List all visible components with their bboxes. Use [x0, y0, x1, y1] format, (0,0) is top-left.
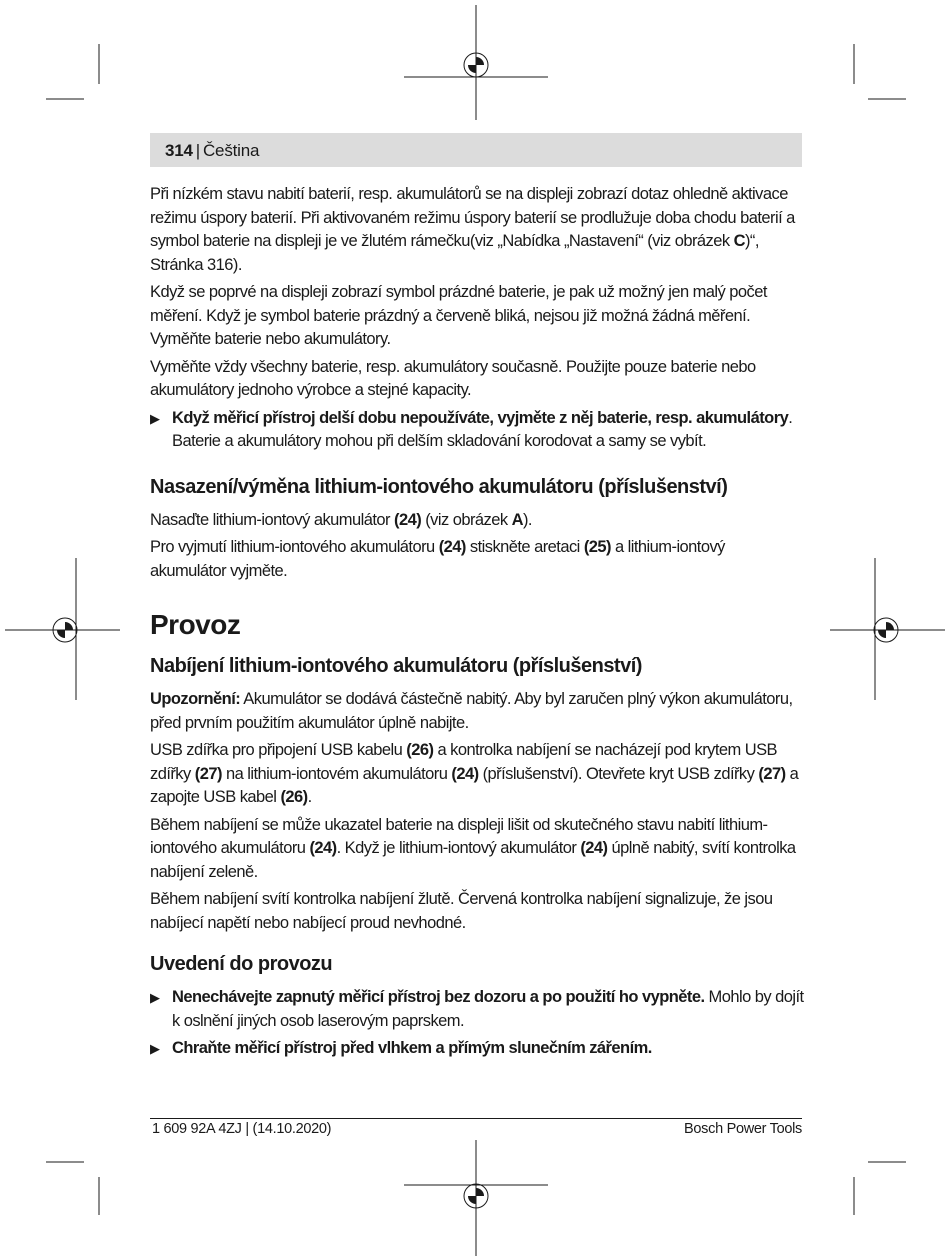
bullet-bold: Když měřicí přístroj delší dobu nepoužíváte, vyjměte z něj baterie, resp. akumulátory: [172, 408, 789, 427]
bullet-bold: Chraňte měřicí přístroj před vlhkem a přímým slunečním zářením.: [172, 1039, 652, 1057]
paragraph-remove: [150, 536, 805, 583]
text: USB zdířka pro připojení USB kabelu: [150, 741, 407, 759]
figure-ref: C: [733, 232, 745, 250]
ref: (24): [309, 839, 337, 857]
paragraph-charging-led: Během nabíjení svítí kontrolka nabíjení žlutě. Červená kontrolka nabíjení signalizuje, že jsou nabíjecí napětí nebo nabíjecí proud nevhodné.: [150, 890, 773, 932]
bullet-bold: Nenechávejte zapnutý měřicí přístroj bez dozoru a po použití ho vypněte.: [172, 988, 705, 1006]
ref: (24): [580, 839, 608, 857]
warning-bullet: [150, 986, 805, 1033]
text: na lithium-iontovém akumulátoru: [221, 764, 452, 783]
heading-charging: Nabíjení lithium-iontového akumulátoru (příslušenství): [150, 655, 642, 677]
arrow-right-icon: ▶: [150, 410, 160, 426]
figure-ref: A: [511, 510, 523, 529]
note-label: Upozornění:: [150, 690, 241, 708]
ref: (24): [394, 510, 422, 529]
paragraph-empty-battery: Když se poprvé na displeji zobrazí symbol prázdné baterie, je pak už možný jen malý počet měření. Když je symbol baterie prázdný a červeně bliká, nejsou již možná žádná měření. Vyměňte baterie nebo akumulátory.: [150, 283, 767, 348]
ref: (27): [758, 764, 786, 783]
text: a kontrolka nabíjení se nacházejí pod krytem USB zdířky: [150, 741, 778, 783]
bullet-text: . Baterie a akumulátory mohou při delším skladování korodovat a samy se vybít.: [172, 408, 793, 450]
paragraph-charging-display: [150, 814, 805, 885]
header-text: [165, 141, 259, 161]
text: .: [307, 788, 312, 806]
text: (příslušenství). Otevřete kryt USB zdířky: [478, 764, 759, 783]
page-content: [150, 183, 805, 1065]
heading-insert-battery: Nasazení/výměna lithium-iontového akumulátoru (příslušenství): [150, 475, 728, 498]
paragraph-insert: [150, 509, 805, 533]
warning-bullet: [150, 1037, 805, 1061]
text: (viz obrázek: [421, 510, 512, 529]
text: )“, Stránka 316).: [150, 232, 759, 274]
footer-brand: Bosch Power Tools: [684, 1121, 802, 1137]
text: Akumulátor se dodává částečně nabitý. Aby byl zaručen plný výkon akumulátoru, před prvním použitím akumulátor úplně nabijte.: [150, 690, 793, 732]
ref: (24): [438, 538, 466, 556]
text: Pro vyjmutí lithium-iontového akumulátoru: [150, 538, 439, 556]
text: úplně nabitý, svítí kontrolka nabíjení zeleně.: [150, 839, 796, 881]
warning-bullet: [150, 407, 805, 454]
heading-provoz: Provoz: [150, 609, 241, 640]
text: Během nabíjení se může ukazatel baterie na displeji lišit od skutečného stavu nabití lithium-iontového akumulátoru: [150, 815, 768, 857]
text: a zapojte USB kabel: [150, 764, 799, 806]
ref: (26): [406, 741, 434, 759]
bullet-text: Mohlo by dojít k oslnění jiných osob laserovým paprskem.: [172, 988, 804, 1030]
page-header: [150, 133, 802, 167]
footer-doc-id: 1 609 92A 4ZJ | (14.10.2020): [152, 1121, 332, 1137]
arrow-right-icon: ▶: [150, 990, 160, 1005]
text: . Když je lithium-iontový akumulátor: [336, 839, 581, 857]
footer-rule: [150, 1118, 802, 1119]
heading-start: Uvedení do provozu: [150, 953, 333, 975]
paragraph-note: [150, 688, 805, 735]
header-separator: |: [195, 141, 200, 160]
paragraph-battery-saving: [150, 183, 805, 277]
text: Při nízkém stavu nabití baterií, resp. akumulátorů se na displeji zobrazí dotaz ohledně aktivace režimu úspory baterií. Při aktivovaném režimu úspory baterií se prodlužuje doba chodu baterií a symbol baterie na displeji je ve žlutém rámečku(viz „Nabídka „Nastavení“ (viz obrázek: [150, 185, 795, 250]
paragraph-usb: [150, 739, 805, 810]
paragraph-replace-batteries: Vyměňte vždy všechny baterie, resp. akumulátory současně. Použijte pouze baterie nebo akumulátory jednoho výrobce a stejné kapacity.: [150, 357, 756, 399]
text: stiskněte aretaci: [465, 538, 584, 556]
text: Nasaďte lithium-iontový akumulátor: [150, 510, 395, 529]
text: ).: [522, 510, 532, 529]
ref: (26): [280, 788, 308, 806]
ref: (27): [194, 764, 222, 783]
text: a lithium-iontový akumulátor vyjměte.: [150, 538, 725, 580]
header-language: Čeština: [202, 141, 260, 160]
page-number: 314: [165, 141, 193, 160]
ref: (25): [583, 538, 611, 556]
ref: (24): [451, 764, 479, 783]
arrow-right-icon: ▶: [150, 1041, 160, 1056]
